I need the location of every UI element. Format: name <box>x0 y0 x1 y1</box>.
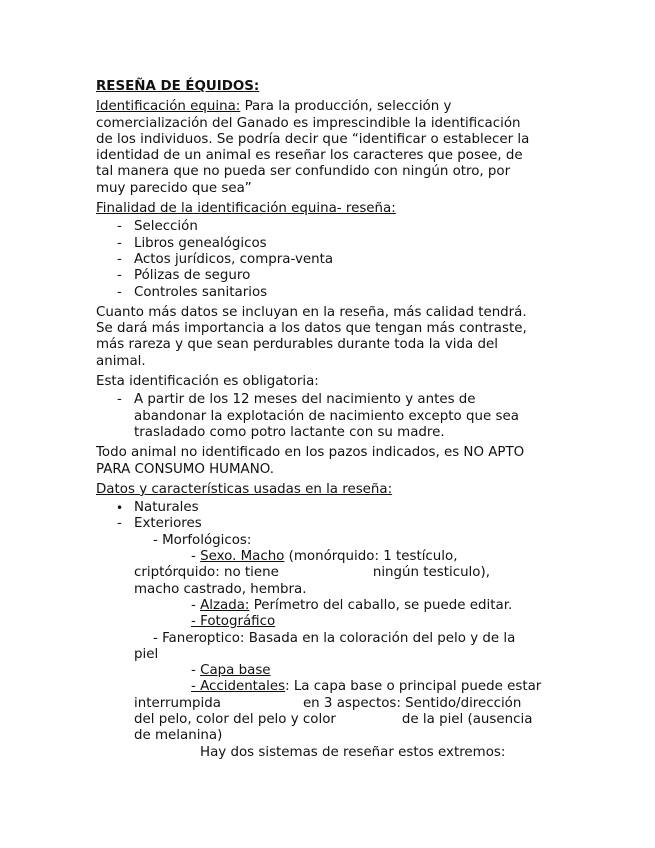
list-item: - Pólizas de seguro <box>117 268 251 284</box>
alzada-line: - Alzada: Perímetro del caballo, se puede editar. <box>191 597 513 613</box>
page-title: RESEÑA DE ÉQUIDOS: <box>96 79 260 94</box>
datos-list: • Naturales - Exteriores - Morfológicos: - Sexo. Macho (monórquido: 1 testículo, criptórquido: no tiene ningún testiculo), macho castrado, hembra. - Alzada: Perímetro del caballo, se puede editar. - Fotográfico - Faneroptico: Basada en la coloración del pelo y de la piel - Capa base - Accidentales: La capa base o principal puede estar interrumpida en 3 aspectos: Sentido/dirección del pelo, color del pelo y color de la piel (ausencia de melanina) Hay dos sistemas de reseñar estos extremos: <box>96 500 556 761</box>
finalidad-heading: Finalidad de la identificación equina- reseña: <box>96 201 396 217</box>
document-page <box>96 79 556 761</box>
finalidad-list <box>96 219 556 300</box>
datos-paragraph: Cuanto más datos se incluyan en la reseña, más calidad tendrá. Se dará más importancia a los datos que tengan más contraste, más rareza y que sean perdurables durante toda la vida del animal. <box>96 304 527 369</box>
datos-heading: Datos y características usadas en la reseña: <box>96 481 393 497</box>
intro-label: Identificación equina: <box>96 99 241 115</box>
obligatoria-text: Esta identificación es obligatoria: <box>96 374 319 390</box>
morfologicos-heading: - Morfológicos: <box>153 532 252 548</box>
obligatoria-list: - A partir de los 12 meses del nacimiento y antes de abandonar la explotación de nacimiento excepto que sea trasladado como potro lactante con su madre. <box>96 392 556 441</box>
accidentales-line: - Accidentales: La capa base o principal puede estar <box>191 679 542 695</box>
capa-base-line: - Capa base <box>191 663 271 679</box>
no-apto-paragraph: Todo animal no identificado en los pazos indicados, es NO APTO PARA CONSUMO HUMANO. <box>96 445 525 477</box>
faneroptico-line: - Faneroptico: Basada en la coloración del pelo y de la <box>153 630 516 646</box>
list-item: - Libros genealógicos <box>117 235 267 251</box>
sistemas-line: Hay dos sistemas de reseñar estos extremos: <box>200 744 506 760</box>
intro-paragraph: Identificación equina: Para la producción, selección y comercialización del Ganado es imprescindible la identificación de los individuos. Se podría decir que “identificar o establecer la identidad de un animal es reseñar los caracteres que posee, de tal manera que no pueda ser confundido con ningún otro, por muy parecido que sea” <box>96 99 530 196</box>
list-item: - Controles sanitarios <box>117 284 268 300</box>
bullet-icon: • <box>116 501 124 516</box>
fotografico-line: - Fotográfico <box>191 614 276 630</box>
sexo-line: - Sexo. Macho (monórquido: 1 testículo, <box>191 549 458 565</box>
list-item: - Actos jurídicos, compra-venta <box>117 251 334 267</box>
list-item: • Naturales <box>96 500 556 516</box>
list-item: - Selección <box>117 219 198 235</box>
list-item: - A partir de los 12 meses del nacimiento y antes de <box>117 392 476 408</box>
list-item: - Exteriores <box>117 516 202 532</box>
